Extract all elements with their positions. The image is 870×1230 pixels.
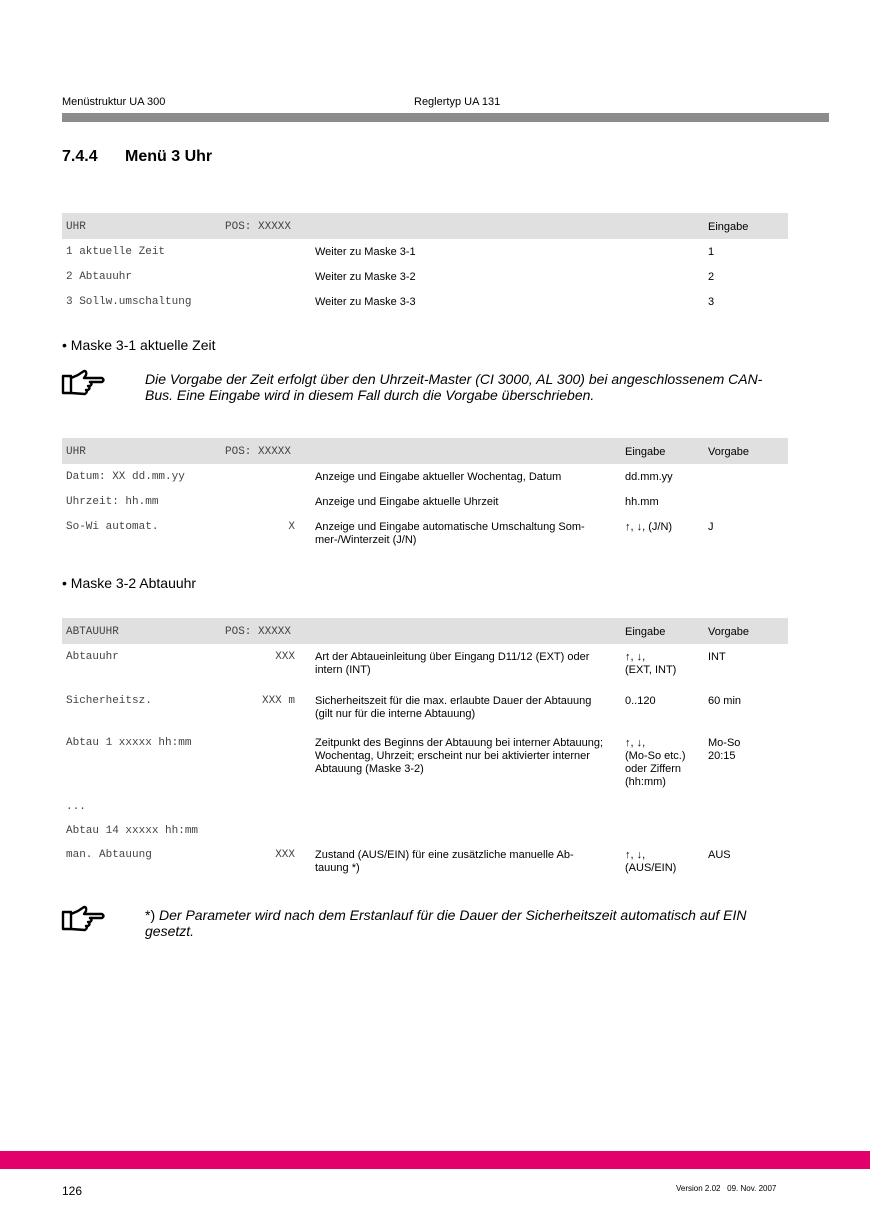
cell-input: hh.mm [625,496,659,508]
version-info: Version 2.02 09. Nov. 2007 [676,1184,777,1193]
header-cell-name: ABTAUUHR [66,626,119,638]
table-row [62,842,788,882]
cell-input: ↑, ↓, (J/N) [625,521,673,533]
bullet-maske-3-1: • Maske 3-1 aktuelle Zeit [62,337,216,353]
note-footnote [145,907,785,939]
cell-input: ↑, ↓, (Mo-So etc.) oder Ziffern (hh:mm) [625,737,686,788]
section-number: 7.4.4 [62,148,98,165]
cell-parameter: Datum: XX dd.mm.yy [66,471,185,483]
cell-description: Art der Abtaueinleitung über Eingang D11/12 (EXT) oder intern (INT) [315,651,590,676]
cell-input: 2 [708,271,715,283]
cell-value: XXX [275,849,295,861]
cell-value: XXX [275,651,295,663]
cell-parameter: Sicherheitsz. [66,695,152,707]
cell-description: Weiter zu Maske 3-1 [315,246,416,258]
table-row [62,239,788,264]
cell-default: INT [708,651,726,663]
cell-description: Weiter zu Maske 3-2 [315,271,416,283]
table-header [62,618,788,644]
header-cell-vorgabe: Vorgabe [708,446,749,458]
header-cell-eingabe: Eingabe [625,446,666,458]
pointing-hand-icon [60,368,108,400]
cell-input: ↑, ↓, (AUS/EIN) [625,849,677,874]
cell-parameter: 1 aktuelle Zeit [66,246,166,258]
header-cell-vorgabe: Vorgabe [708,626,749,638]
table-row [62,464,788,489]
page-number: 126 [62,1184,83,1198]
cell-default: AUS [708,849,731,861]
header-cell-eingabe: Eingabe [625,626,666,638]
table-row [62,730,788,794]
footnote-text: Der Parameter wird nach dem Erstanlauf für die Dauer der Sicherheitszeit automatisch auf EIN gesetzt. [145,907,747,939]
cell-input: dd.mm.yy [625,471,673,483]
cell-parameter: ... [66,801,86,813]
header-cell-name: UHR [66,221,86,233]
cell-parameter: man. Abtauung [66,849,152,861]
header-cell-name: UHR [66,446,86,458]
table-row [62,264,788,289]
cell-parameter: 2 Abtauuhr [66,271,133,283]
cell-default: Mo-So 20:15 [708,737,741,762]
cell-parameter: 3 Sollw.umschaltung [66,296,192,308]
menu-table-abtauuhr [62,618,788,882]
table-header [62,438,788,464]
header-cell-pos: POS: XXXXX [225,626,292,638]
cell-value: X [288,521,295,533]
cell-input: ↑, ↓, (EXT, INT) [625,651,677,676]
header-rule [62,113,829,122]
cell-parameter: Abtauuhr [66,651,119,663]
header-cell-eingabe: Eingabe [708,221,749,233]
table-header [62,213,788,239]
cell-value: XXX m [261,695,295,707]
cell-parameter: Abtau 14 xxxxx hh:mm [66,825,199,837]
table-row [62,489,788,514]
table-row [62,289,788,314]
header-center: Reglertyp UA 131 [414,96,501,108]
cell-description: Weiter zu Maske 3-3 [315,296,416,308]
note-clock-master: Die Vorgabe der Zeit erfolgt über den Uhrzeit-Master (CI 3000, AL 300) bei angeschlossenem CAN-Bus. Eine Eingabe wird in diesem Fall durch die Vorgabe überschrieben. [145,371,763,403]
cell-parameter: Uhrzeit: hh.mm [66,496,159,508]
cell-description: Zeitpunkt des Beginns der Abtauung bei interner Abtauung; Wochentag, Uhrzeit; erscheint nur bei aktivierter interner Abtauung (Maske 3-2) [315,737,604,775]
header-left: Menüstruktur UA 300 [62,96,166,108]
cell-description: Anzeige und Eingabe automatische Umschaltung Som- mer-/Winterzeit (J/N) [315,521,585,546]
cell-input: 0..120 [625,695,656,707]
cell-default: J [708,521,714,533]
table-row [62,514,788,554]
footnote-marker: *) [145,907,159,923]
header-cell-pos: POS: XXXXX [225,221,292,233]
table-row [62,818,788,842]
cell-description: Zustand (AUS/EIN) für eine zusätzliche manuelle Ab- tauung *) [315,849,574,874]
table-row [62,794,788,818]
table-row [62,688,788,730]
cell-default: 60 min [708,695,742,707]
header-cell-pos: POS: XXXXX [225,446,292,458]
table-row [62,644,788,688]
cell-description: Sicherheitszeit für die max. erlaubte Dauer der Abtauung (gilt nur für die interne Abtauung) [315,695,592,720]
section-title [62,148,212,166]
bullet-maske-3-2: • Maske 3-2 Abtauuhr [62,575,197,591]
cell-input: 3 [708,296,715,308]
cell-parameter: Abtau 1 xxxxx hh:mm [66,737,192,749]
cell-input: 1 [708,246,715,258]
cell-description: Anzeige und Eingabe aktuelle Uhrzeit [315,496,499,508]
menu-table-aktuelle-zeit [62,438,788,554]
pointing-hand-icon [60,904,108,936]
cell-parameter: So-Wi automat. [66,521,159,533]
menu-table-uhr [62,213,788,314]
section-heading: Menü 3 Uhr [125,148,213,165]
footer-accent-bar [0,1151,870,1169]
cell-description: Anzeige und Eingabe aktueller Wochentag, Datum [315,471,562,483]
